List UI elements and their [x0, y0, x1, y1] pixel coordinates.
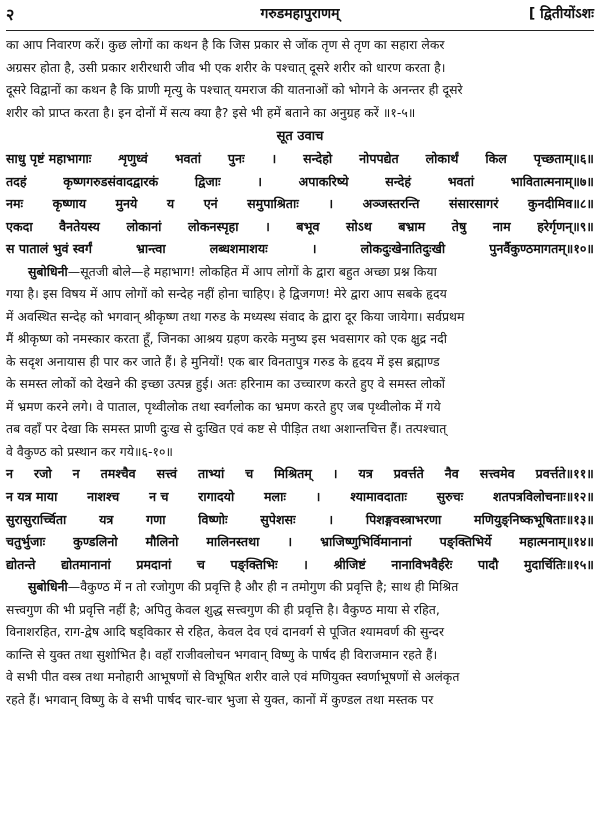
verse-word: श्यामावदाताः [350, 489, 407, 505]
verse-word: । [271, 151, 277, 166]
verse-word: च [245, 466, 254, 482]
commentary-line: रहते हैं। भगवान् विष्णु के वे सभी पार्षद चार-चार भुजा से युक्त, कानों में कुण्डल तथा मस्तक पर [6, 691, 434, 707]
intro-line: अग्रसर होता है, उसी प्रकार शरीरधारी जीव भी एक शरीर के पश्चात् दूसरे शरीर को धारण करता है। [6, 59, 446, 75]
verse-word: रागादयो [198, 489, 235, 505]
verse-9 [6, 216, 594, 239]
verse-13 [6, 509, 594, 532]
verse-word: नाम [492, 218, 511, 234]
verse-word: चतुर्भुजाः [6, 534, 46, 550]
verse-word: प्रवर्त्तते॥११॥ [535, 466, 594, 482]
intro-paragraph [6, 34, 594, 124]
verse-word: बभ्राम [398, 218, 426, 234]
verse-block-1 [6, 148, 594, 261]
verse-15 [6, 554, 594, 577]
verse-word: कुनदीमिव॥८॥ [527, 196, 594, 212]
verse-word: न [6, 466, 13, 482]
verse-word: । [328, 196, 334, 212]
verse-word: सुरासुरार्च्चिता [6, 511, 67, 527]
verse-7 [6, 171, 594, 194]
verse-word: । [332, 466, 338, 482]
verse-word: सोऽथ [346, 218, 372, 234]
verse-word: एनं [203, 196, 218, 212]
verse-word: मिश्रितम् [274, 466, 312, 482]
verse-word: विष्णोः [198, 511, 228, 527]
verse-word: तेषु [451, 218, 467, 234]
verse-word: कुण्डलिनो [73, 534, 118, 550]
commentary-line: के सदृश अनायास ही पार कर जाते हैं। हे मुनियों! एक बार विनतापुत्र गरुड के हृदय में इस ब्रह्माण्ड [6, 353, 440, 369]
page-header [6, 0, 594, 31]
verse-word: गणा [146, 511, 166, 527]
verse-word: य [166, 196, 175, 212]
verse-word: सुरुचः [436, 489, 464, 505]
verse-word: श्रीजिष्टं [333, 556, 366, 572]
verse-word: महात्मनाम्॥१४॥ [519, 534, 594, 550]
verse-word: सन्देहं [385, 173, 412, 189]
verse-word: पिशङ्गवस्त्राभरणा [365, 511, 442, 527]
verse-word: द्विजाः [194, 173, 221, 189]
verse-word: लोकदुःखेनातिदुःखी [360, 241, 446, 257]
verse-word: रजो [33, 466, 52, 482]
verse-word: । [287, 534, 293, 550]
verse-11 [6, 463, 594, 486]
verse-word: पङ्क्तिभिर्ये [439, 534, 492, 550]
intro-line: शरीर को प्राप्त करता है। इन दोनों में सत्य क्या है? इसे भी हमें बताने का अनुग्रह करें ॥१-५॥ [6, 104, 416, 120]
verse-6 [6, 148, 594, 171]
commentary-line [6, 576, 594, 599]
verse-word: स पातालं भुवं स्वर्गं [6, 241, 92, 257]
intro-line: का आप निवारण करें। कुछ लोगों का कथन है कि जिस प्रकार से जोंक तृण से तृण का सहारा लेकर [6, 37, 445, 52]
commentary-line: के समस्त लोकों को देखने की इच्छा उत्पन्न हुई। अतः हरिनाम का उच्चारण करते हुए वे समस्त लोकों [6, 376, 446, 392]
verse-word: शतपत्रविलोचनाः॥१२॥ [493, 489, 594, 505]
commentary-line: में भ्रमण करने लगे। वे पाताल, पृथ्वीलोक तथा स्वर्गलोक का भ्रमण करते हुए जब पृथ्वीलोक में गये [6, 398, 441, 414]
running-title: गरुडमहापुराणम् [260, 6, 340, 22]
verse-word: भ्राजिष्णुभिर्विमानानां [320, 534, 412, 550]
verse-word: सत्त्वं [156, 466, 178, 482]
verse-word: । [311, 241, 317, 257]
verse-word: कृष्णगरुडसंवादद्वारकं [63, 173, 159, 189]
part-label: [ द्वितीयोंऽशः [528, 6, 594, 22]
verse-word: हरेर्गृणन्॥९॥ [537, 218, 594, 234]
verse-word: । [328, 511, 334, 527]
verse-word: पङ्क्तिभिः [230, 556, 278, 572]
verse-word: च [196, 556, 205, 572]
verse-word: संसारसागरं [448, 196, 499, 212]
verse-word: न [72, 466, 80, 482]
verse-word: यत्र [99, 511, 114, 527]
verse-word: मालिनस्तथा [206, 534, 260, 550]
verse-word: प्रवर्त्तते [393, 466, 424, 482]
page-content [6, 34, 594, 711]
commentary-text: —सूतजी बोले—हे महाभाग! लोकहित में आप लोगों के द्वारा बहुत अच्छा प्रश्न किया [67, 263, 437, 279]
verse-8 [6, 193, 594, 216]
commentary-line: वे वैकुण्ठ को प्रस्थान कर गये॥६-१०॥ [6, 443, 173, 459]
verse-word: । [315, 489, 321, 505]
verse-word: शृणुध्वं [118, 151, 148, 166]
verse-word: । [265, 218, 270, 234]
verse-word: पादौ [477, 556, 499, 572]
commentary-line: गया है। इस विषय में आप लोगों को सन्देह नहीं होना चाहिए। हे द्विजगण! मेरे द्वारा आप सबके हृदय [6, 286, 447, 302]
verse-word: द्योतन्ते [6, 556, 36, 572]
verse-word: नानाविभवैर्हरेः [391, 556, 453, 572]
verse-word: पृच्छताम्॥६॥ [533, 151, 594, 166]
verse-word: तदहं [6, 173, 27, 189]
verse-word: मणियुङ्निष्कभूषिताः॥१३॥ [474, 511, 594, 527]
verse-word: लब्धशमाशयः [209, 241, 268, 257]
verse-word: यत्र [358, 466, 373, 482]
commentary-line: सत्त्वगुण की भी प्रवृत्ति नहीं है; अपितु केवल शुद्ध सत्त्वगुण की ही प्रवृत्ति है। वैकुण्ठ माया से रहित, [6, 601, 440, 617]
commentary-line: में अवस्थित सन्देह को भगवान् श्रीकृष्ण तथा गरुड के मध्यस्थ संवाद के द्वारा दूर किया जायेगा। सर्वप्रथम [6, 308, 465, 324]
verse-word: न च [149, 489, 169, 505]
verse-word: बभूव [296, 218, 320, 234]
commentary-paragraph-1 [6, 261, 594, 464]
verse-word: कृष्णाय [52, 196, 86, 212]
verse-word: नाशश्च [87, 489, 120, 505]
verse-word: लोकनस्पृहा [188, 218, 239, 234]
verse-word: नैव [444, 466, 459, 482]
verse-word: वैनतेयस्य [59, 218, 100, 234]
verse-word: एकदा [6, 218, 33, 234]
verse-word: तमश्चैव [100, 466, 136, 482]
verse-word: प्रमदानां [136, 556, 172, 572]
verse-word: मलाः [264, 489, 286, 505]
verse-word: भवतां [447, 173, 474, 189]
commentary-line: तब वहाँ पर देखा कि समस्त प्राणी दुःख से दुःखित एवं कष्ट से पीड़ित तथा अशान्तचित्त हैं। तत्पश्चात् [6, 421, 447, 437]
verse-word: नमः [6, 196, 24, 212]
verse-word: किल [485, 151, 507, 166]
commentary-line: मैं श्रीकृष्ण को नमस्कार करता हूँ, जिनका आश्रय ग्रहण करके मनुष्य इस भवसागर को एक क्षुद्र नदी [6, 331, 448, 347]
verse-word: मुदार्चितिः॥१५॥ [523, 556, 594, 572]
verse-word: । [303, 556, 308, 572]
verse-word: अपाकरिष्ये [298, 173, 349, 189]
verse-word: अञ्जस्तरन्ति [362, 196, 420, 212]
verse-word: सत्त्वमेव [479, 466, 515, 482]
verse-14 [6, 531, 594, 554]
verse-word: लोकार्थं [425, 151, 459, 166]
verse-word: ताभ्यां [197, 466, 225, 482]
verse-word: पुनः [227, 151, 245, 166]
verse-word: भ्रान्त्वा [136, 241, 166, 257]
commentary-paragraph-2 [6, 576, 594, 711]
page-number: २ [6, 5, 15, 24]
commentary-label: सुबोधिनी [28, 263, 68, 279]
intro-line: दूसरे विद्वानों का कथन है कि प्राणी मृत्यु के पश्चात् यमराज की यातनाओं को भोगने के अनन्तर ही दूसरे [6, 82, 463, 97]
verse-word: । [257, 173, 262, 189]
verse-word: सुपेशसः [260, 511, 296, 527]
verse-word: साधु पृष्टं महाभागाः [6, 151, 92, 166]
commentary-text: —वैकुण्ठ में न तो रजोगुण की प्रवृत्ति है और ही न तमोगुण की प्रवृत्ति है; साथ ही मिश्रित [67, 579, 459, 595]
verse-word: मौलिनो [145, 534, 179, 550]
verse-word: न यत्र माया [6, 489, 58, 505]
verse-word: समुपाश्रिताः [247, 196, 299, 212]
verse-word: लोकानां [126, 218, 162, 234]
verse-12 [6, 486, 594, 509]
commentary-line: विनाशरहित, राग-द्वेष आदि षड्विकार से रहित, केवल देव एवं दानवर्ग से पूजित श्यामवर्ण की सुन्दर [6, 624, 445, 640]
verse-10 [6, 238, 594, 261]
verse-word: पुनर्वैकुण्ठमागतम्॥१०॥ [489, 241, 594, 257]
verse-word: सन्देहो [303, 151, 333, 166]
section-heading: सूत उवाच [276, 129, 324, 144]
verse-word: भवतां [174, 151, 201, 166]
verse-block-2 [6, 463, 594, 576]
commentary-label: सुबोधिनी [28, 579, 68, 595]
verse-word: भावितात्मनाम्॥७॥ [510, 173, 594, 189]
commentary-line: वे सभी पीत वस्त्र तथा मनोहारी आभूषणों से विभूषित शरीर वाले एवं मणियुक्त स्वर्णाभूषणों से अलंकृत [6, 669, 460, 685]
commentary-line: कान्ति से युक्त तथा सुशोभित है। वहाँ राजीवलोचन भगवान् विष्णु के पार्षद ही विराजमान रहते हैं। [6, 646, 438, 662]
verse-word: नोपपद्येत [359, 151, 399, 166]
verse-word: द्योतमानानां [61, 556, 111, 572]
commentary-line [6, 261, 594, 284]
verse-word: मुनये [115, 196, 138, 212]
